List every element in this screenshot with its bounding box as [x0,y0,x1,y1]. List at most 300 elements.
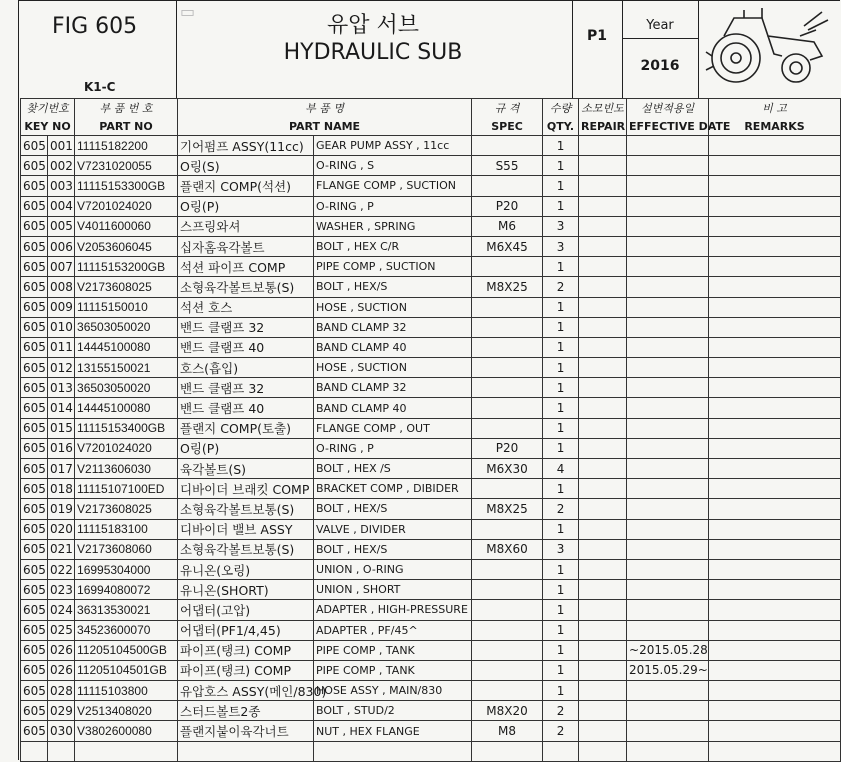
key-cell: 011 [48,337,75,357]
name-english-cell: BOLT , STUD/2 [314,701,472,721]
part-no-cell: V7201024020 [75,196,178,216]
remarks-cell [709,499,841,519]
spec-cell: M6X30 [472,459,543,479]
col-key-ko: 찾기번호 [21,99,75,118]
name-korean-cell: 디바이더 밸브 ASSY [178,519,314,539]
name-english-cell: VALVE , DIVIDER [314,519,472,539]
name-english-cell: BAND CLAMP 32 [314,317,472,337]
remarks-cell [709,640,841,660]
title-korean: 유압 서브 [326,13,419,38]
table-row [21,398,841,418]
table-row [21,156,841,176]
table-row [21,418,841,438]
key-cell: 006 [48,236,75,256]
effective-date-cell [627,277,709,297]
fig-cell: 605 [21,499,48,519]
qty-cell: 2 [543,701,579,721]
name-korean-cell: 어댑터(고압) [178,600,314,620]
name-english-cell: BOLT , HEX /S [314,459,472,479]
part-no-cell: V2173608025 [75,499,178,519]
remarks-cell [709,681,841,701]
part-no-cell: 11205104500GB [75,640,178,660]
name-english-cell: ADAPTER , PF/45^ [314,620,472,640]
name-english-cell: FLANGE COMP , SUCTION [314,176,472,196]
remarks-cell [709,358,841,378]
fig-cell: 605 [21,459,48,479]
table-row [21,176,841,196]
part-no-cell: V2513408020 [75,701,178,721]
fig-cell: 605 [21,600,48,620]
fig-cell: 605 [21,257,48,277]
remarks-cell [709,337,841,357]
fig-cell: 605 [21,580,48,600]
key-cell: 016 [48,438,75,458]
repair-cell [579,701,627,721]
effective-date-cell [627,580,709,600]
key-cell: 010 [48,317,75,337]
bleed-through: ▭ [180,2,196,21]
name-korean-cell: 플랜지 COMP(석션) [178,176,314,196]
name-korean-cell: 스프링와셔 [178,216,314,236]
repair-cell [579,378,627,398]
key-cell: 028 [48,681,75,701]
name-english-cell: FLANGE COMP , OUT [314,418,472,438]
remarks-cell [709,236,841,256]
name-korean-cell: 소형육각볼트보통(S) [178,277,314,297]
effective-date-cell [627,721,709,741]
qty-cell: 1 [543,438,579,458]
repair-cell [579,479,627,499]
key-cell: 003 [48,176,75,196]
name-korean-cell: 호스(흡입) [178,358,314,378]
fig-cell: 605 [21,559,48,579]
remarks-cell [709,277,841,297]
part-no-cell: 36313530021 [75,600,178,620]
part-no-cell: 11115183100 [75,519,178,539]
name-english-cell: BOLT , HEX/S [314,499,472,519]
effective-date-cell: ~2015.05.28 [627,640,709,660]
key-cell: 012 [48,358,75,378]
key-cell: 002 [48,156,75,176]
name-korean-cell: 파이프(탱크) COMP [178,640,314,660]
repair-cell [579,559,627,579]
empty-cell [21,741,48,761]
qty-cell: 4 [543,459,579,479]
spec-cell: P20 [472,438,543,458]
qty-cell: 3 [543,216,579,236]
repair-cell [579,660,627,680]
name-korean-cell: 유니온(SHORT) [178,580,314,600]
fig-cell: 605 [21,640,48,660]
remarks-cell [709,620,841,640]
part-no-cell: 14445100080 [75,337,178,357]
col-rem-en: REMARKS [709,117,841,136]
table-row [21,297,841,317]
effective-date-cell [627,418,709,438]
part-no-cell: V2053606045 [75,236,178,256]
qty-cell: 1 [543,136,579,156]
name-korean-cell: 어댑터(PF1/4,45) [178,620,314,640]
name-korean-cell: 유압호스 ASSY(메인/830) [178,681,314,701]
spec-cell: M8X60 [472,539,543,559]
effective-date-cell [627,156,709,176]
spec-cell: M6X45 [472,236,543,256]
key-cell: 001 [48,136,75,156]
remarks-cell [709,378,841,398]
name-korean-cell: O링(P) [178,438,314,458]
col-key-en: KEY NO [21,117,75,136]
repair-cell [579,418,627,438]
qty-cell: 1 [543,600,579,620]
name-english-cell: ADAPTER , HIGH-PRESSURE [314,600,472,620]
repair-cell [579,539,627,559]
name-english-cell: O-RING , P [314,438,472,458]
qty-cell: 1 [543,156,579,176]
table-row [21,499,841,519]
table-row [21,620,841,640]
table-row [21,438,841,458]
qty-cell: 2 [543,721,579,741]
table-row [21,136,841,156]
remarks-cell [709,701,841,721]
name-korean-cell: 육각볼트(S) [178,459,314,479]
key-cell: 021 [48,539,75,559]
part-no-cell: V7231020055 [75,156,178,176]
title-english: HYDRAULIC SUB [283,40,463,65]
name-korean-cell: 디바이더 브래킷 COMP [178,479,314,499]
empty-cell [314,741,472,761]
name-english-cell: BAND CLAMP 32 [314,378,472,398]
effective-date-cell [627,236,709,256]
col-eff-ko: 설변적용일 [627,99,709,118]
part-no-cell: 11115103800 [75,681,178,701]
model-code: K1-C [84,80,116,94]
name-english-cell: HOSE , SUCTION [314,358,472,378]
table-row-empty [21,741,841,761]
part-no-cell: 34523600070 [75,620,178,640]
repair-cell [579,620,627,640]
year-value: 2016 [640,58,680,74]
qty-cell: 1 [543,317,579,337]
repair-cell [579,196,627,216]
name-english-cell: BAND CLAMP 40 [314,337,472,357]
spec-cell [472,640,543,660]
repair-cell [579,236,627,256]
empty-cell [579,741,627,761]
name-english-cell: BOLT , HEX/S [314,539,472,559]
spec-cell: M8X20 [472,701,543,721]
part-no-cell: V2113606030 [75,459,178,479]
repair-cell [579,519,627,539]
fig-cell: 605 [21,176,48,196]
name-korean-cell: 밴드 클램프 40 [178,337,314,357]
effective-date-cell [627,499,709,519]
fig-cell: 605 [21,721,48,741]
part-no-cell: 11115153300GB [75,176,178,196]
qty-cell: 1 [543,196,579,216]
spec-cell [472,358,543,378]
name-korean-cell: O링(S) [178,156,314,176]
name-english-cell: UNION , SHORT [314,580,472,600]
table-row [21,721,841,741]
remarks-cell [709,580,841,600]
name-korean-cell: 기어펌프 ASSY(11cc) [178,136,314,156]
effective-date-cell [627,519,709,539]
name-english-cell: BRACKET COMP , DIBIDER [314,479,472,499]
qty-cell: 1 [543,358,579,378]
effective-date-cell [627,378,709,398]
spec-cell [472,660,543,680]
remarks-cell [709,479,841,499]
spec-cell [472,580,543,600]
part-no-cell: V2173608060 [75,539,178,559]
part-no-cell: 36503050020 [75,317,178,337]
repair-cell [579,721,627,741]
repair-cell [579,277,627,297]
qty-cell: 1 [543,257,579,277]
spec-cell: M6 [472,216,543,236]
effective-date-cell [627,398,709,418]
table-row [21,600,841,620]
remarks-cell [709,721,841,741]
repair-cell [579,438,627,458]
qty-cell: 1 [543,398,579,418]
remarks-cell [709,297,841,317]
fig-cell: 605 [21,236,48,256]
empty-cell [178,741,314,761]
table-row [21,317,841,337]
col-spec-en: SPEC [472,117,543,136]
qty-cell: 1 [543,297,579,317]
name-korean-cell: O링(P) [178,196,314,216]
repair-cell [579,136,627,156]
key-cell: 009 [48,297,75,317]
repair-cell [579,156,627,176]
fig-cell: 605 [21,136,48,156]
repair-cell [579,176,627,196]
spec-cell [472,479,543,499]
spec-cell [472,136,543,156]
spec-cell: M8X25 [472,277,543,297]
repair-cell [579,317,627,337]
effective-date-cell [627,136,709,156]
effective-date-cell [627,701,709,721]
col-repair-en: REPAIR [579,117,627,136]
qty-cell: 3 [543,236,579,256]
table-row [21,236,841,256]
name-korean-cell: 석션 호스 [178,297,314,317]
part-no-cell: V3802600080 [75,721,178,741]
name-english-cell: BOLT , HEX/S [314,277,472,297]
remarks-cell [709,438,841,458]
table-row [21,701,841,721]
effective-date-cell [627,600,709,620]
empty-cell [627,741,709,761]
effective-date-cell [627,539,709,559]
key-cell: 008 [48,277,75,297]
remarks-cell [709,660,841,680]
qty-cell: 2 [543,499,579,519]
empty-cell [543,741,579,761]
name-english-cell: UNION , O-RING [314,559,472,579]
part-no-cell: 11115150010 [75,297,178,317]
name-english-cell: PIPE COMP , SUCTION [314,257,472,277]
effective-date-cell [627,559,709,579]
remarks-cell [709,257,841,277]
fig-cell: 605 [21,701,48,721]
name-english-cell: GEAR PUMP ASSY , 11cc [314,136,472,156]
part-no-cell: 13155150021 [75,358,178,378]
table-row [21,519,841,539]
name-english-cell: PIPE COMP , TANK [314,660,472,680]
repair-cell [579,600,627,620]
name-korean-cell: 플랜지붙이육각너트 [178,721,314,741]
effective-date-cell [627,317,709,337]
key-cell: 004 [48,196,75,216]
effective-date-cell [627,257,709,277]
name-english-cell: O-RING , P [314,196,472,216]
remarks-cell [709,539,841,559]
qty-cell: 3 [543,539,579,559]
key-cell: 019 [48,499,75,519]
fig-cell: 605 [21,418,48,438]
key-cell: 013 [48,378,75,398]
remarks-cell [709,519,841,539]
spec-cell [472,317,543,337]
fig-cell: 605 [21,519,48,539]
effective-date-cell [627,337,709,357]
part-no-cell: 16995304000 [75,559,178,579]
spec-cell: S55 [472,156,543,176]
remarks-cell [709,176,841,196]
qty-cell: 2 [543,277,579,297]
key-cell: 030 [48,721,75,741]
fig-cell: 605 [21,317,48,337]
spec-cell [472,600,543,620]
col-name-ko: 부 품 명 [178,99,472,118]
fig-cell: 605 [21,277,48,297]
part-no-cell: V4011600060 [75,216,178,236]
table-row [21,257,841,277]
col-repair-ko: 소모빈도 [579,99,627,118]
fig-cell: 605 [21,438,48,458]
part-no-cell: 14445100080 [75,398,178,418]
name-english-cell: NUT , HEX FLANGE [314,721,472,741]
page-header [0,0,840,98]
part-no-cell: 11115107100ED [75,479,178,499]
col-part-en: PART NO [75,117,178,136]
empty-cell [48,741,75,761]
key-cell: 005 [48,216,75,236]
name-english-cell: PIPE COMP , TANK [314,640,472,660]
parts-table [20,98,841,762]
spec-cell [472,681,543,701]
effective-date-cell [627,479,709,499]
tractor-logo-icon [704,6,834,92]
repair-cell [579,398,627,418]
col-rem-ko: 비 고 [709,99,841,118]
page-number: P1 [586,28,607,44]
name-english-cell: BOLT , HEX C/R [314,236,472,256]
name-korean-cell: 파이프(탱크) COMP [178,660,314,680]
repair-cell [579,580,627,600]
effective-date-cell [627,176,709,196]
qty-cell: 1 [543,176,579,196]
col-spec-ko: 규 격 [472,99,543,118]
header-row-korean [21,99,841,118]
spec-cell: P20 [472,196,543,216]
repair-cell [579,297,627,317]
part-no-cell: 11115153200GB [75,257,178,277]
name-korean-cell: 밴드 클램프 32 [178,317,314,337]
qty-cell: 1 [543,337,579,357]
qty-cell: 1 [543,519,579,539]
parts-table-body [21,136,841,762]
empty-cell [709,741,841,761]
part-no-cell: V7201024020 [75,438,178,458]
table-row [21,479,841,499]
key-cell: 017 [48,459,75,479]
table-row [21,337,841,357]
empty-cell [472,741,543,761]
spec-cell [472,378,543,398]
spec-cell [472,418,543,438]
year-label: Year [646,18,674,33]
name-english-cell: HOSE ASSY , MAIN/830 [314,681,472,701]
key-cell: 015 [48,418,75,438]
remarks-cell [709,136,841,156]
remarks-cell [709,600,841,620]
effective-date-cell [627,358,709,378]
effective-date-cell: 2015.05.29~ [627,660,709,680]
table-row [21,559,841,579]
figure-number: FIG 605 [52,14,138,39]
spec-cell [472,257,543,277]
effective-date-cell [627,297,709,317]
repair-cell [579,459,627,479]
fig-cell: 605 [21,539,48,559]
remarks-cell [709,196,841,216]
remarks-cell [709,398,841,418]
repair-cell [579,640,627,660]
empty-cell [75,741,178,761]
spec-cell: M8 [472,721,543,741]
table-row [21,358,841,378]
part-no-cell: 11115182200 [75,136,178,156]
qty-cell: 1 [543,418,579,438]
key-cell: 007 [48,257,75,277]
table-row [21,459,841,479]
spec-cell [472,297,543,317]
fig-cell: 605 [21,620,48,640]
remarks-cell [709,156,841,176]
part-no-cell: 36503050020 [75,378,178,398]
name-korean-cell: 십자홈육각볼트 [178,236,314,256]
qty-cell: 1 [543,378,579,398]
col-qty-en: QTY. [543,117,579,136]
fig-cell: 605 [21,337,48,357]
spec-cell [472,519,543,539]
name-korean-cell: 소형육각볼트보통(S) [178,499,314,519]
part-no-cell: 11205104501GB [75,660,178,680]
table-row [21,277,841,297]
qty-cell: 1 [543,660,579,680]
repair-cell [579,337,627,357]
header-row-english [21,117,841,136]
remarks-cell [709,317,841,337]
effective-date-cell [627,681,709,701]
table-row [21,640,841,660]
